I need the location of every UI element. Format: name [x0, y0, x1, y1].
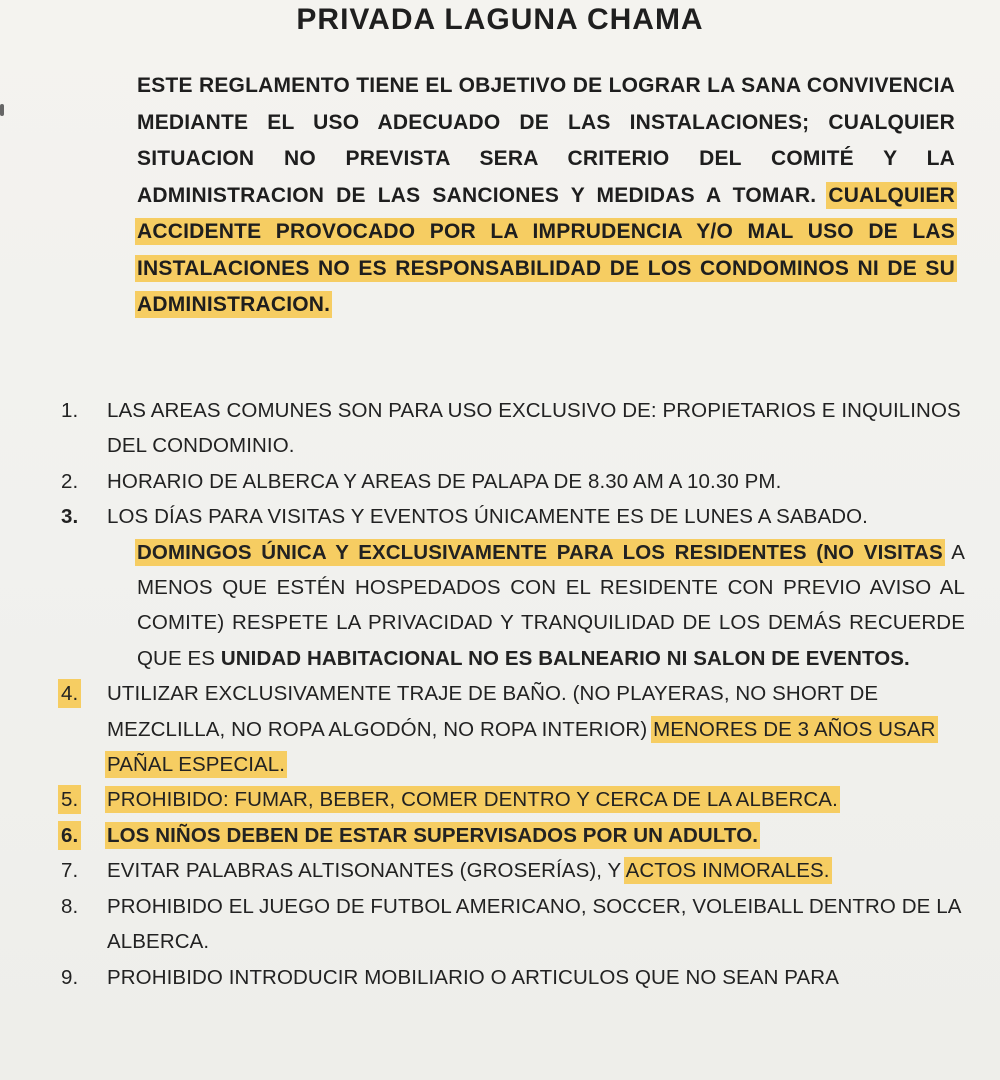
note-highlight: DOMINGOS ÚNICA Y EXCLUSIVAMENTE PARA LOS RESIDENTES (NO VISITAS: [137, 540, 943, 564]
rule-text: [107, 818, 965, 853]
margin-mark: [0, 104, 4, 116]
rule-number: [55, 676, 107, 782]
rule-number-text: 6.: [61, 823, 79, 847]
rule-number: [55, 818, 107, 853]
rule-item: [55, 499, 965, 534]
preamble-highlight: CUALQUIER ACCIDENTE PROVOCADO POR LA IMPRUDENCIA Y/O MAL USO DE LAS INSTALACIONES NO ES RESPONSABILIDAD DE LOS CONDOMINOS NI DE SU ADMINISTRACION.: [137, 183, 955, 316]
rule-number: 7.: [61, 859, 79, 883]
rule-number: 9.: [61, 965, 79, 989]
rule-number-text: 5.: [61, 788, 79, 812]
rule-item: [55, 889, 965, 960]
rule-text-highlight: ACTOS INMORALES.: [625, 859, 830, 883]
rule-number-text: 4.: [61, 682, 79, 706]
rule-text: LAS AREAS COMUNES SON PARA USO EXCLUSIVO DE: PROPIETARIOS E INQUILINOS DEL CONDOMINIO.: [107, 399, 961, 458]
rule-item: [55, 960, 965, 995]
rule-text-highlight: PROHIBIDO: FUMAR, BEBER, COMER DENTRO Y CERCA DE LA ALBERCA.: [107, 788, 838, 812]
rules-list: [55, 393, 965, 995]
rule-item: [55, 464, 965, 499]
rule-text: PROHIBIDO EL JUEGO DE FUTBOL AMERICANO, SOCCER, VOLEIBALL DENTRO DE LA ALBERCA.: [107, 894, 961, 954]
rule-3-note: [137, 535, 965, 677]
document-title: PRIVADA LAGUNA CHAMA: [296, 3, 704, 36]
note-text: A MENOS QUE ESTÉN HOSPEDADOS CON EL RESIDENTE CON PREVIO AVISO AL COMITE) RESPETE LA PRIVACIDAD Y TRANQUILIDAD DE LOS DEMÁS RECUERDE QUE ES: [137, 540, 965, 670]
rule-text-plain: UTILIZAR EXCLUSIVAMENTE TRAJE DE BAÑO. (NO PLAYERAS, NO SHORT DE MEZCLILLA, NO ROPA ALGODÓN, NO ROPA INTERIOR): [107, 682, 879, 741]
rule-number: 8.: [61, 894, 79, 918]
rule-item: [55, 393, 965, 464]
rule-text-highlight: MENORES DE 3 AÑOS USAR PAÑAL ESPECIAL.: [107, 717, 936, 777]
rule-text: [107, 782, 965, 817]
rule-item: [55, 676, 965, 782]
rule-number: 1.: [61, 399, 79, 422]
note-bold: UNIDAD HABITACIONAL NO ES BALNEARIO NI SALON DE EVENTOS.: [220, 646, 910, 670]
rule-text: PROHIBIDO INTRODUCIR MOBILIARIO O ARTICULOS QUE NO SEAN PARA: [107, 965, 839, 989]
rule-item: [55, 818, 965, 853]
rule-text: LOS DÍAS PARA VISITAS Y EVENTOS ÚNICAMENTE ES DE LUNES A SABADO.: [107, 505, 868, 529]
rule-text-plain: EVITAR PALABRAS ALTISONANTES (GROSERÍAS), Y: [107, 859, 626, 883]
rule-number: [55, 782, 107, 817]
preamble-text: ESTE REGLAMENTO TIENE EL OBJETIVO DE LOGRAR LA SANA CONVIVENCIA MEDIANTE EL USO ADECUADO DE LAS INSTALACIONES; CUALQUIER SITUACION NO PREVISTA SERA CRITERIO DEL COMITÉ Y LA ADMINISTRACION DE LAS SANCIONES Y MEDIDAS A TOMAR.: [137, 74, 955, 207]
rule-text: HORARIO DE ALBERCA Y AREAS DE PALAPA DE 8.30 AM A 10.30 PM.: [107, 469, 782, 493]
rule-text: [107, 853, 965, 888]
preamble: [137, 68, 955, 324]
rule-text: [107, 676, 965, 782]
rule-text-highlight: LOS NIÑOS DEBEN DE ESTAR SUPERVISADOS POR UN ADULTO.: [107, 823, 759, 847]
rule-item: [55, 853, 965, 888]
rule-number: 2.: [61, 469, 79, 493]
rule-number: 3.: [61, 505, 79, 529]
rule-item: [55, 782, 965, 817]
